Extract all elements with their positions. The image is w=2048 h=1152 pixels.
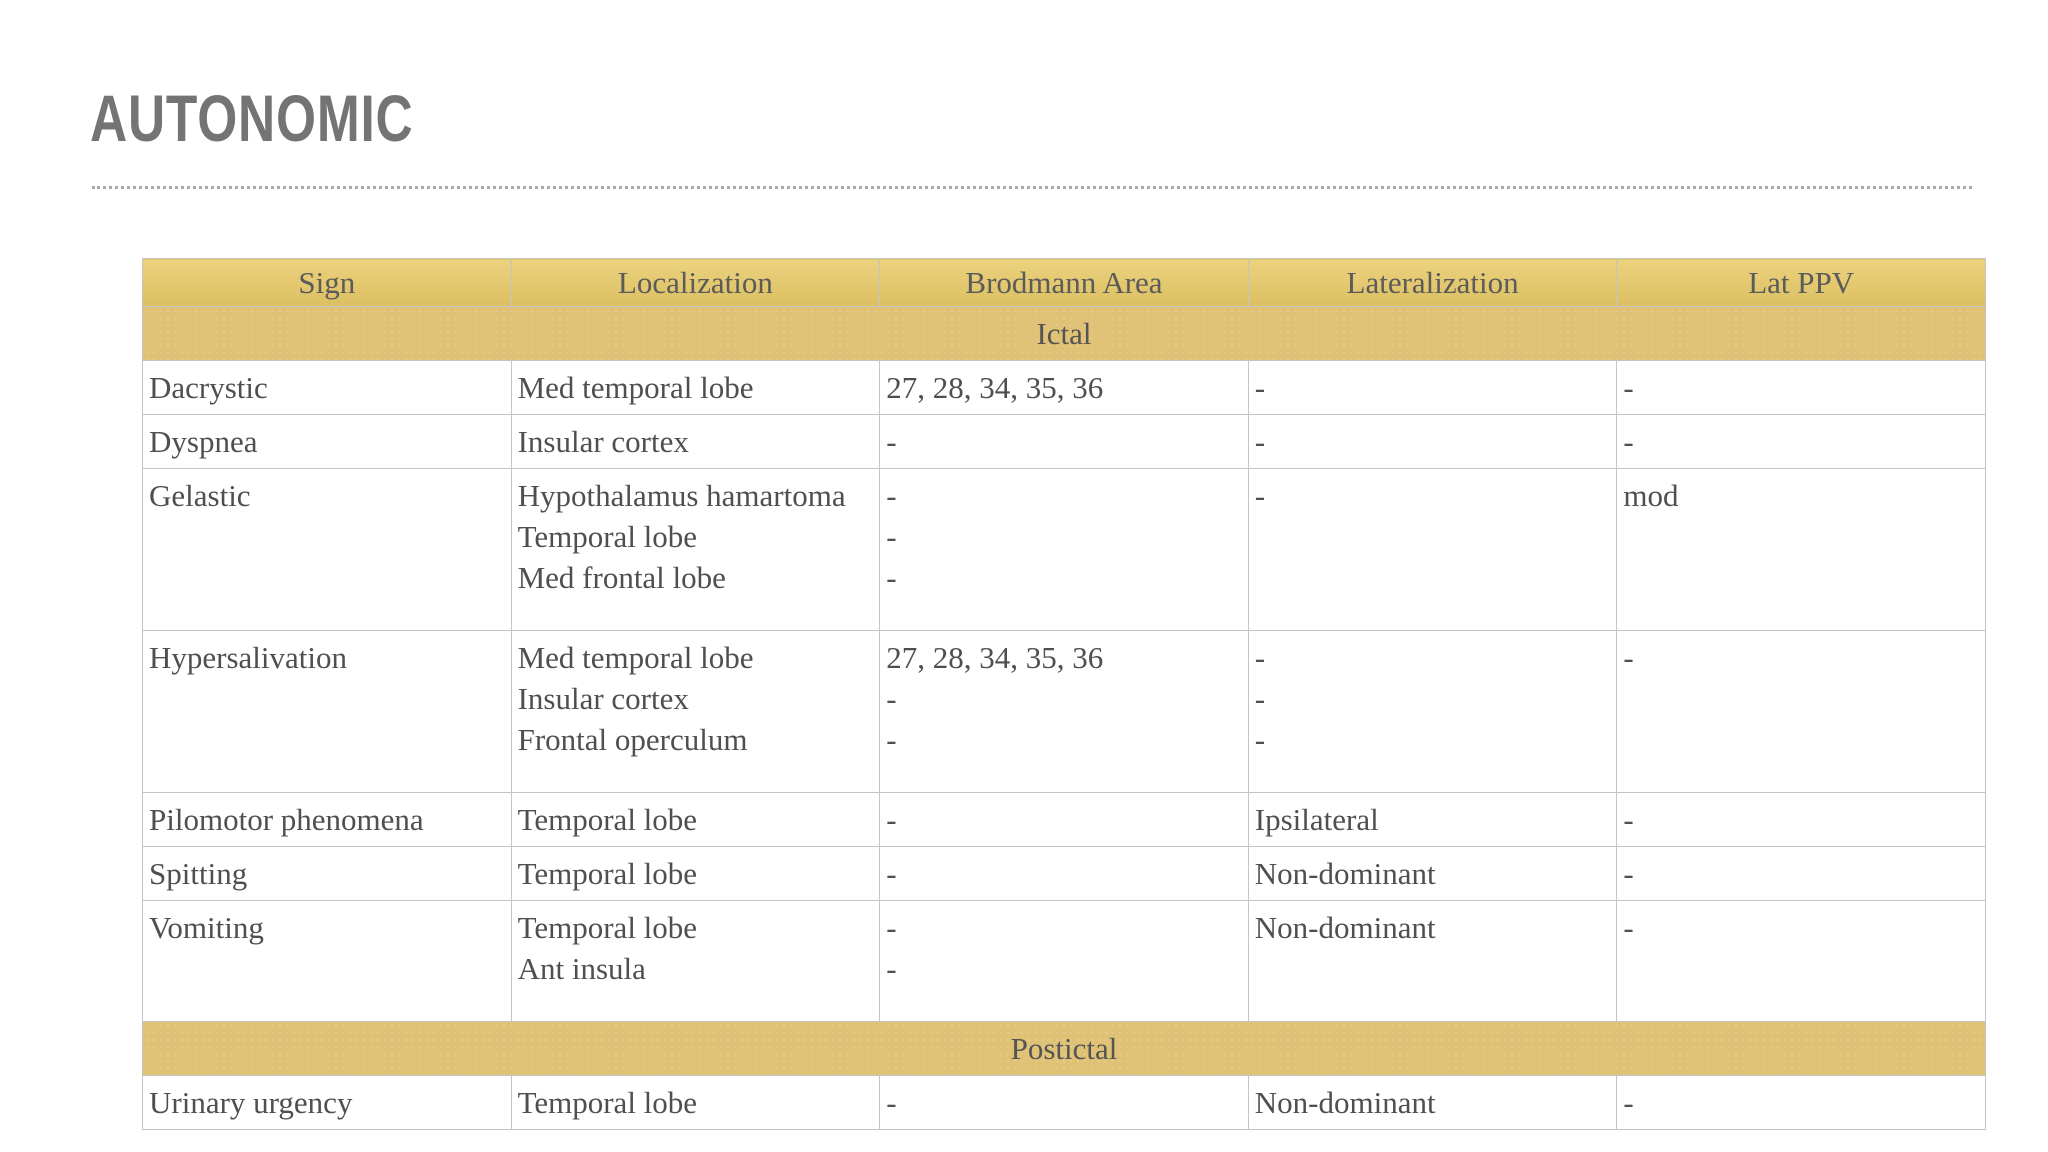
cell-localization [511,1076,880,1130]
cell-lateralization [1248,361,1617,415]
cell-sign: Urinary urgency [143,1076,512,1130]
cell-line: - [886,424,897,459]
cell-line: Temporal lobe [517,856,698,891]
header-lat-ppv: Lat PPV [1617,259,1986,307]
cell-line: Frontal operculum [517,722,748,757]
cell-line: Insular cortex [517,681,689,716]
cell-line: - [1254,722,1266,757]
cell-lat-ppv: - [1617,847,1986,901]
cell-lateralization [1248,793,1617,847]
cell-brodmann-area [880,415,1249,469]
cell-line: Insular cortex [517,424,689,459]
cell-line: Temporal lobe [517,910,698,945]
table-row [143,631,1986,793]
cell-localization [511,631,880,793]
table-row [143,415,1986,469]
cell-line: Temporal lobe [517,802,698,837]
cell-brodmann-area [880,847,1249,901]
cell-brodmann-area [880,1076,1249,1130]
table-row [143,847,1986,901]
cell-line: - [1254,424,1266,459]
cell-localization [511,793,880,847]
cell-lat-ppv: - [1617,361,1986,415]
cell-line: Ipsilateral [1254,802,1379,837]
cell-line: - [1254,370,1266,405]
cell-line: Temporal lobe [517,519,698,554]
cell-lat-ppv: - [1617,901,1986,1022]
header-lateralization: Lateralization [1248,259,1617,307]
cell-lat-ppv: - [1617,1076,1986,1130]
cell-line: Med temporal lobe [517,640,754,675]
cell-sign: Dyspnea [143,415,512,469]
table-row [143,1076,1986,1130]
cell-line: Non-dominant [1254,910,1436,945]
cell-lat-ppv: - [1617,793,1986,847]
table-header-row [143,259,1986,307]
cell-line: - [886,951,897,986]
table-row [143,901,1986,1022]
cell-sign: Spitting [143,847,512,901]
cell-brodmann-area [880,469,1249,631]
cell-brodmann-area [880,901,1249,1022]
cell-line: Ant insula [517,951,646,986]
header-brodmann-area: Brodmann Area [880,259,1249,307]
cell-line: Non-dominant [1254,856,1436,891]
cell-localization [511,847,880,901]
cell-line: - [886,856,897,891]
cell-line: Non-dominant [1254,1085,1436,1120]
title-divider [92,186,1972,189]
cell-lat-ppv: - [1617,631,1986,793]
cell-sign: Pilomotor phenomena [143,793,512,847]
header-localization: Localization [511,259,880,307]
cell-brodmann-area [880,631,1249,793]
cell-lateralization [1248,469,1617,631]
cell-lat-ppv: - [1617,415,1986,469]
cell-lateralization [1248,901,1617,1022]
header-sign: Sign [143,259,512,307]
cell-line: - [1254,478,1266,513]
cell-sign: Gelastic [143,469,512,631]
cell-line: - [1254,681,1266,716]
cell-sign: Hypersalivation [143,631,512,793]
section-row-ictal [143,307,1986,361]
cell-lat-ppv: mod [1617,469,1986,631]
section-label: Ictal [143,307,1986,361]
cell-sign: Vomiting [143,901,512,1022]
table-row [143,793,1986,847]
cell-line: Med temporal lobe [517,370,754,405]
slide-title: AUTONOMIC [90,81,414,155]
autonomic-signs-table [142,258,1986,1130]
cell-line: Temporal lobe [517,1085,698,1120]
cell-brodmann-area [880,793,1249,847]
cell-localization [511,901,880,1022]
cell-lateralization [1248,847,1617,901]
cell-line: - [886,519,897,554]
cell-line: - [886,478,897,513]
cell-lateralization [1248,415,1617,469]
cell-sign: Dacrystic [143,361,512,415]
cell-line: - [886,802,897,837]
cell-line: - [886,722,897,757]
cell-line: - [886,1085,897,1120]
section-label: Postictal [143,1022,1986,1076]
cell-line: - [886,560,897,595]
cell-line: Med frontal lobe [517,560,726,595]
cell-lateralization [1248,631,1617,793]
cell-localization [511,415,880,469]
cell-brodmann-area [880,361,1249,415]
cell-line: - [1254,640,1266,675]
table-row [143,361,1986,415]
cell-line: - [886,910,897,945]
cell-localization [511,469,880,631]
section-row-postictal [143,1022,1986,1076]
cell-line: Hypothalamus hamartoma [517,478,846,513]
cell-line: - [886,681,897,716]
table-row [143,469,1986,631]
cell-line: 27, 28, 34, 35, 36 [886,370,1104,405]
cell-localization [511,361,880,415]
cell-lateralization [1248,1076,1617,1130]
cell-line: 27, 28, 34, 35, 36 [886,640,1104,675]
